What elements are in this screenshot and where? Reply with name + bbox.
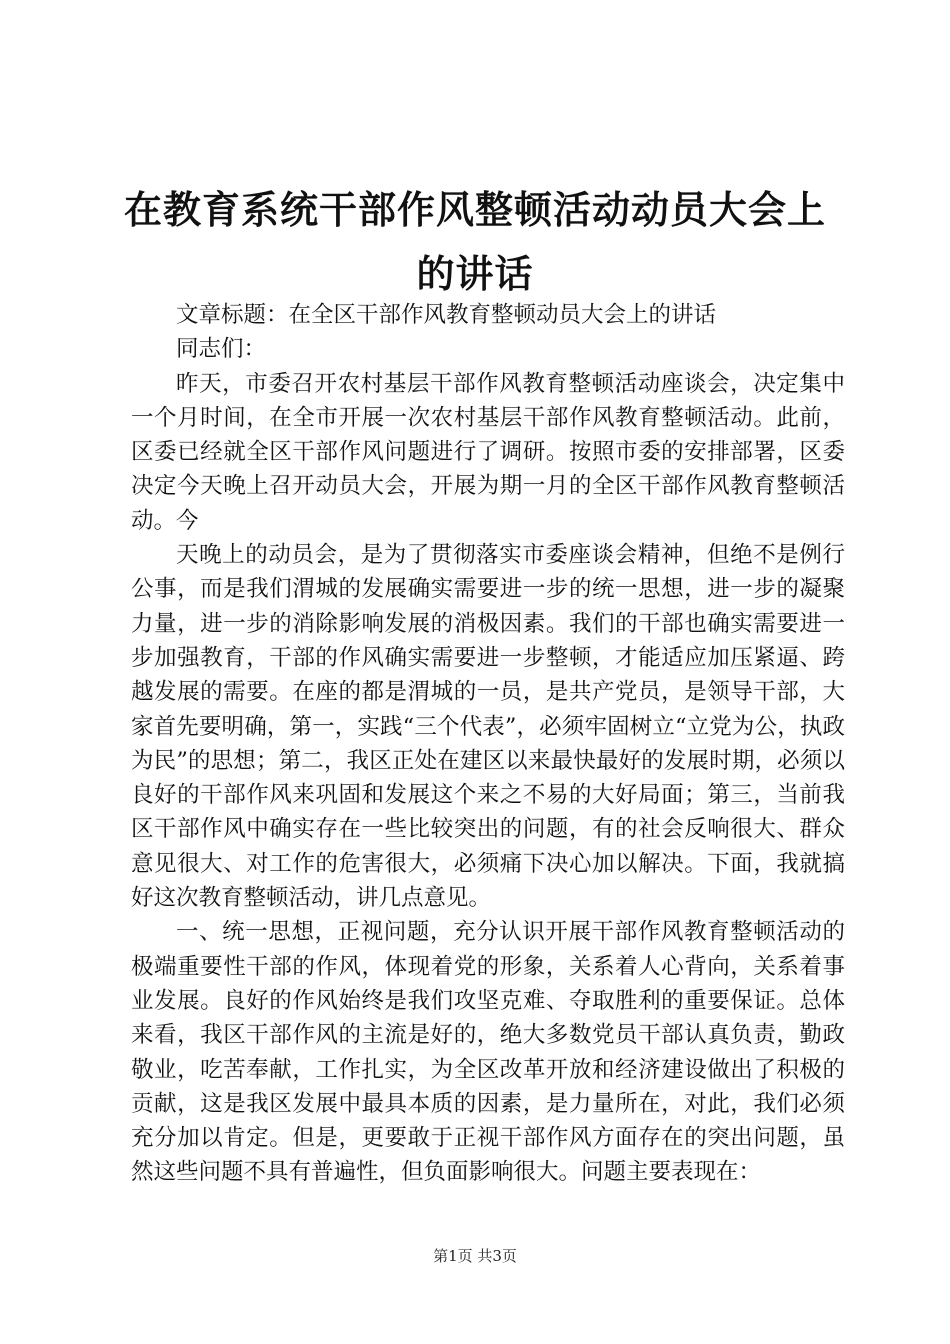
body-paragraph: 昨天，市委召开农村基层干部作风教育整顿活动座谈会，决定集中一个月时间，在全市开展一次农村基层干部作风教育整顿活动。此前，区委已经就全区干部作风问题进行了调研。按照市委的安排部署，区委决定今天晚上召开动员大会，开展为期一月的全区干部作风教育整顿活动。今 (131, 370, 845, 534)
body-paragraph: 天晚上的动员会，是为了贯彻落实市委座谈会精神，但绝不是例行公事，而是我们渭城的发展确实需要进一步的统一思想，进一步的凝聚力量，进一步的消除影响发展的消极因素。我们的干部也确实需要进一步加强教育，干部的作风确实需要进一步整顿，才能适应加压紧逼、跨越发展的需要。在座的都是渭城的一员，是共产党员，是领导干部，大家首先要明确，第一，实践“三个代表”，必须牢固树立“立党为公，执政为民”的思想；第二，我区正处在建区以来最快最好的发展时期，必须以良好的干部作风来巩固和发展这个来之不易的大好局面；第三，当前我区干部作风中确实存在一些比较突出的问题，有的社会反响很大、群众意见很大、对工作的危害很大，必须痛下决心加以解决。下面，我就搞好这次教育整顿活动，讲几点意见。 (131, 542, 845, 912)
page-footer: 第1页 共3页 (433, 1247, 517, 1265)
article-title-line: 文章标题：在全区干部作风教育整顿动员大会上的讲话 (176, 302, 717, 328)
salutation: 同志们： (176, 336, 267, 363)
document-body (131, 298, 845, 1190)
body-paragraph: 一、统一思想，正视问题，充分认识开展干部作风教育整顿活动的极端重要性干部的作风，体现着党的形象，关系着人心背向，关系着事业发展。良好的作风始终是我们攻坚克难、夺取胜利的重要保证。总体来看，我区干部作风的主流是好的，绝大多数党员干部认真负责，勤政敬业，吃苦奉献，工作扎实，为全区改革开放和经济建设做出了积极的贡献，这是我区发展中最具本质的因素，是力量所在，对此，我们必须充分加以肯定。但是，更要敢于正视干部作风方面存在的突出问题，虽然这些问题不具有普遍性，但负面影响很大。问题主要表现在： (131, 919, 845, 1186)
document-title: 在教育系统干部作风整顿活动动员大会上的讲话 (123, 188, 826, 296)
